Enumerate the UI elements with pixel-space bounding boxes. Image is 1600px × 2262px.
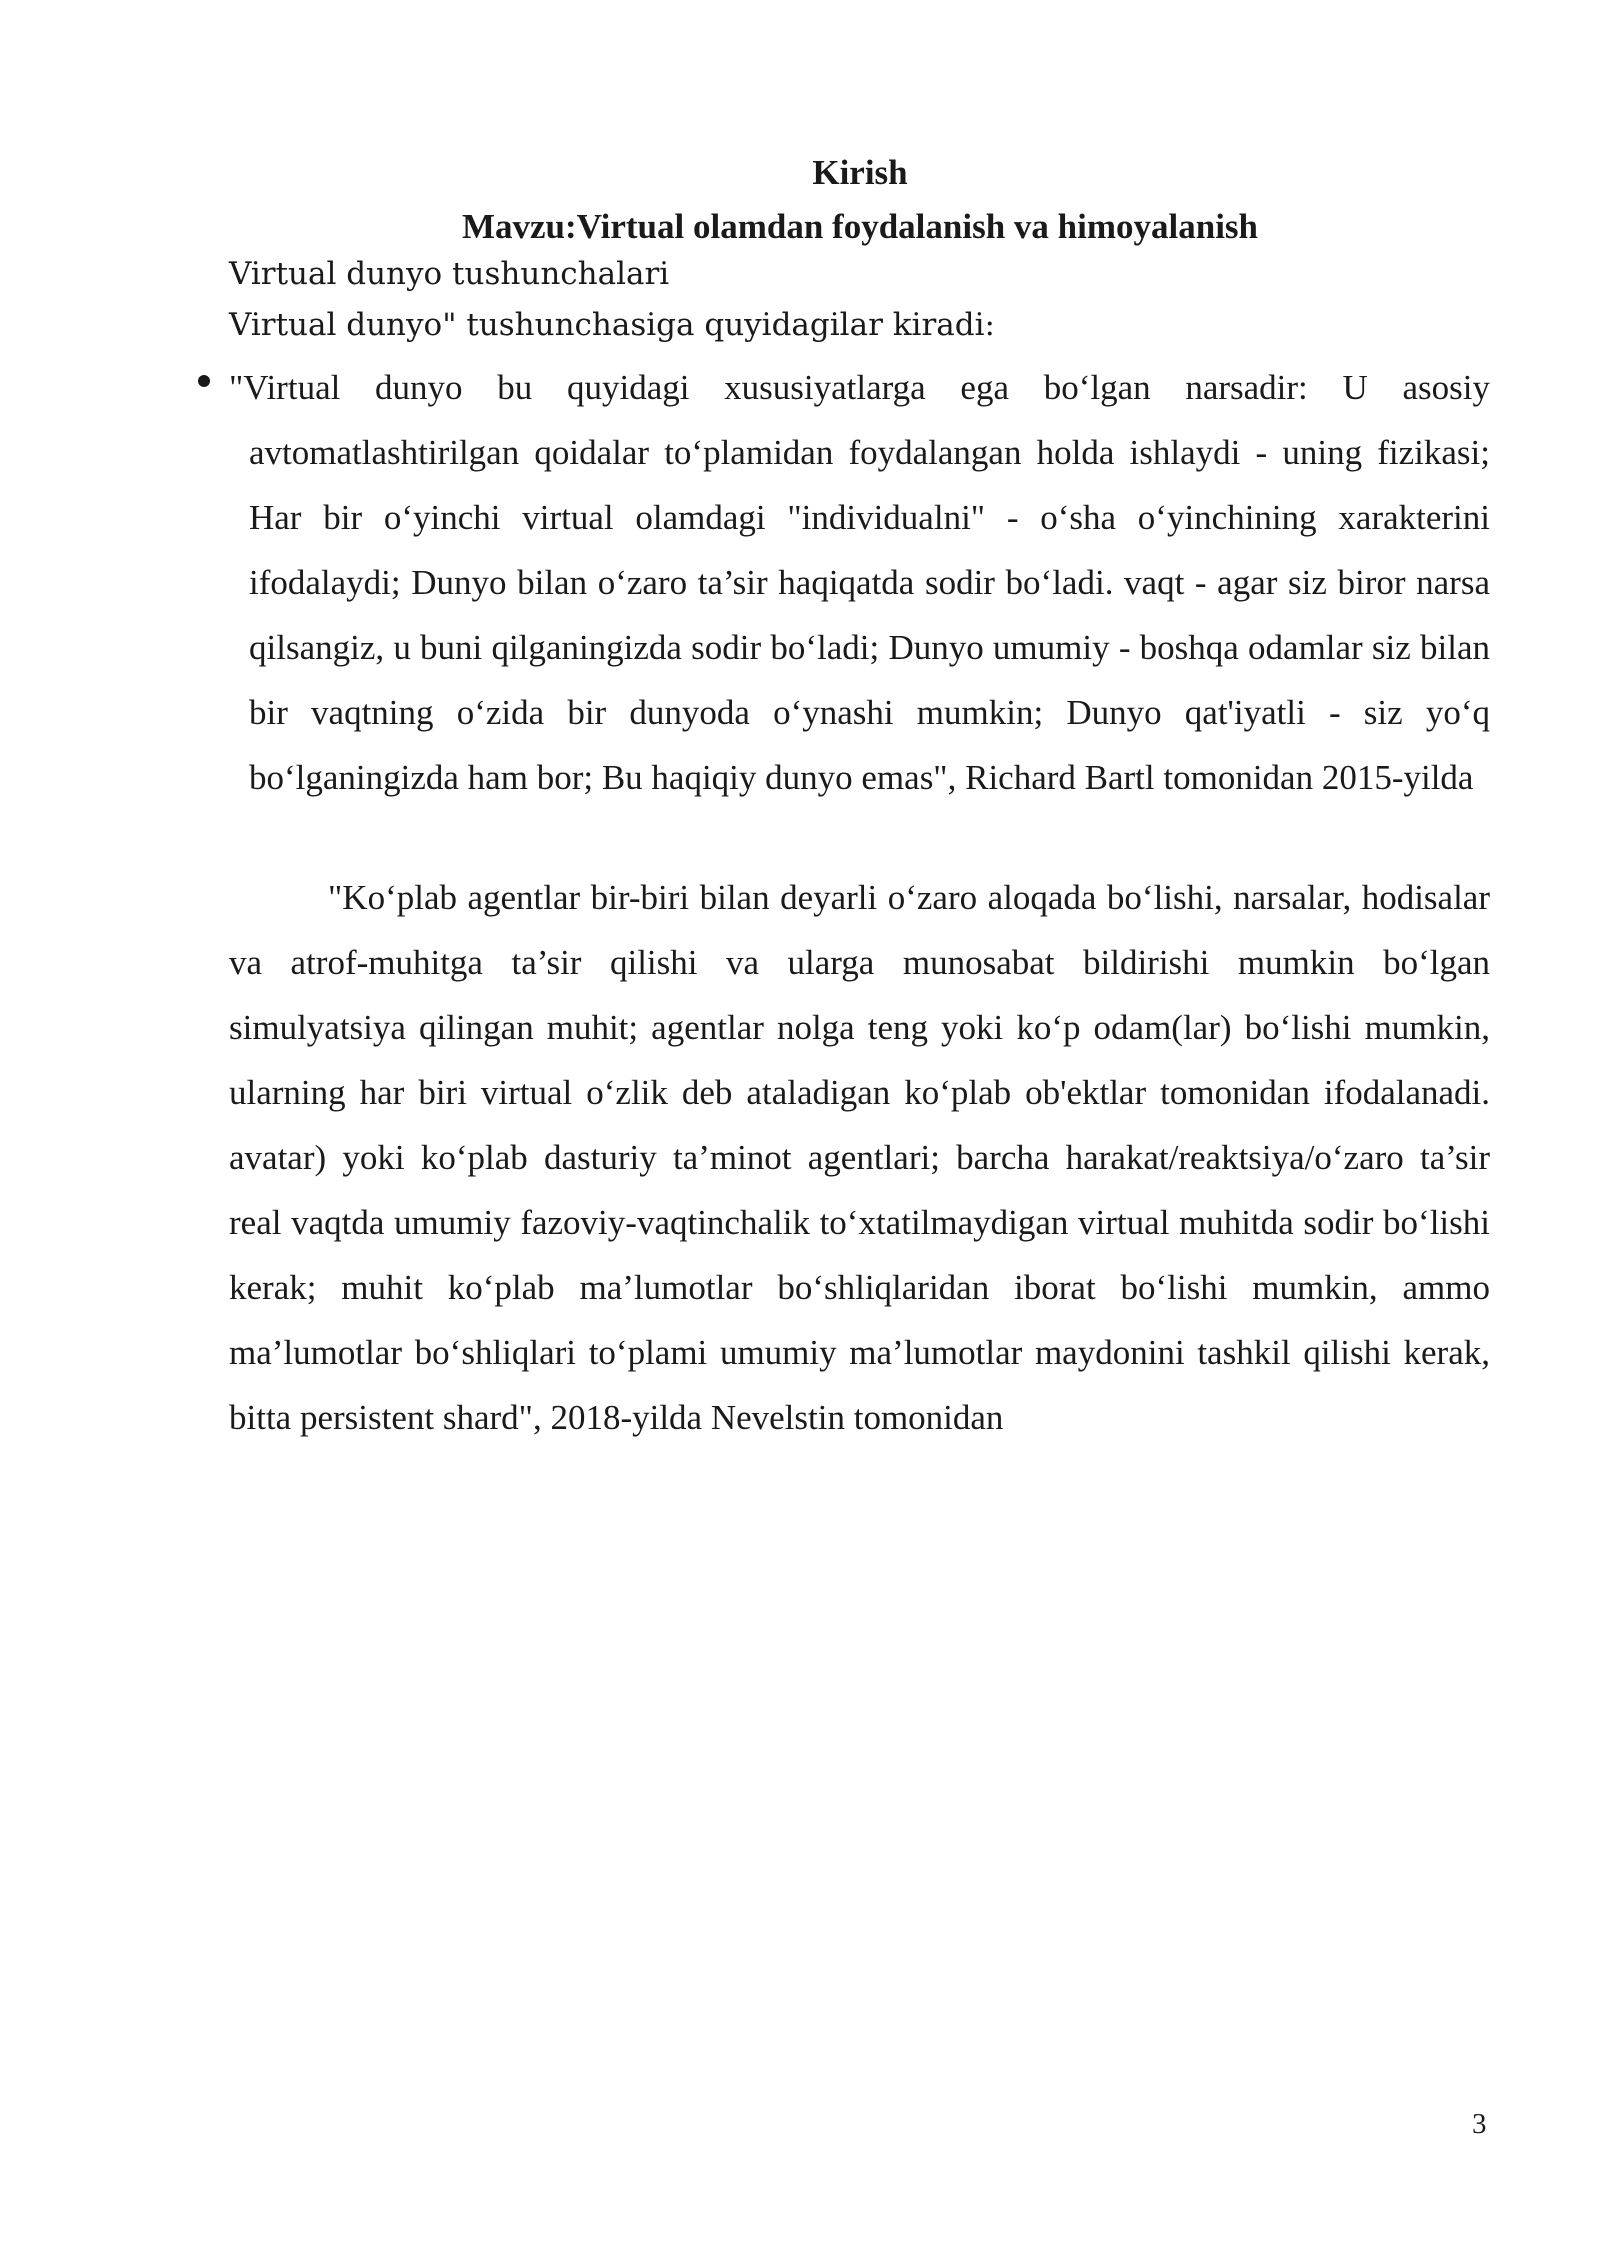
page-number: 3 [1472, 2108, 1487, 2140]
bullet-item: "Virtual dunyo bu quyidagi xususiyatlarga ega bo‘lgan narsadir: U asosiy avtomatlashtirilgan qoidalar to‘plamidan foydalangan holda ishlaydi - uning fizikasi; Har bir o‘yinchi virtual olamdagi "individualni" - o‘sha o‘yinchining xarakterini ifodalaydi; Dunyo bilan o‘zaro ta’sir haqiqatda sodir bo‘ladi. vaqt - agar siz biror narsa qilsangiz, u buni qilganingizda sodir bo‘ladi; Dunyo umumiy - boshqa odamlar siz bilan bir vaqtning o‘zida bir dunyoda o‘ynashi mumkin; Dunyo qat'iyatli - siz yo‘q bo‘lganingizda ham bor; Bu haqiqiy dunyo emas", Richard Bartl tomonidan 2015-yilda [229, 368, 1490, 797]
bullet-dot-icon [198, 375, 210, 387]
topic-title: Mavzu:Virtual olamdan foydalanish va himoyalanish [461, 207, 1259, 246]
intro-line: Virtual dunyo" tushunchasiga quyidagilar kiradi: [229, 307, 995, 343]
page-heading: Kirish [812, 153, 908, 192]
body-paragraph: "Ko‘plab agentlar bir-biri bilan deyarli o‘zaro aloqada bo‘lishi, narsalar, hodisalar va atrof-muhitga ta’sir qilishi va ularga munosabat bildirishi mumkin bo‘lgan simulyatsiya qilingan muhit; agentlar nolga teng yoki ko‘p odam(lar) bo‘lishi mumkin, ularning har biri virtual o‘zlik deb ataladigan ko‘plab ob'ektlar tomonidan ifodalanadi. avatar) yoki ko‘plab dasturiy ta’minot agentlari; barcha harakat/reaktsiya/o‘zaro ta’sir real vaqtda umumiy fazoviy-vaqtinchalik to‘xtatilmaydigan virtual muhitda sodir bo‘lishi kerak; muhit ko‘plab ma’lumotlar bo‘shliqlaridan iborat bo‘lishi mumkin, ammo ma’lumotlar bo‘shliqlari to‘plami umumiy ma’lumotlar maydonini tashkil qilishi kerak, bitta persistent shard", 2018-yilda Nevelstin tomonidan [229, 878, 1490, 1437]
subheading: Virtual dunyo tushunchalari [229, 256, 670, 292]
bullet-list [198, 355, 1490, 810]
